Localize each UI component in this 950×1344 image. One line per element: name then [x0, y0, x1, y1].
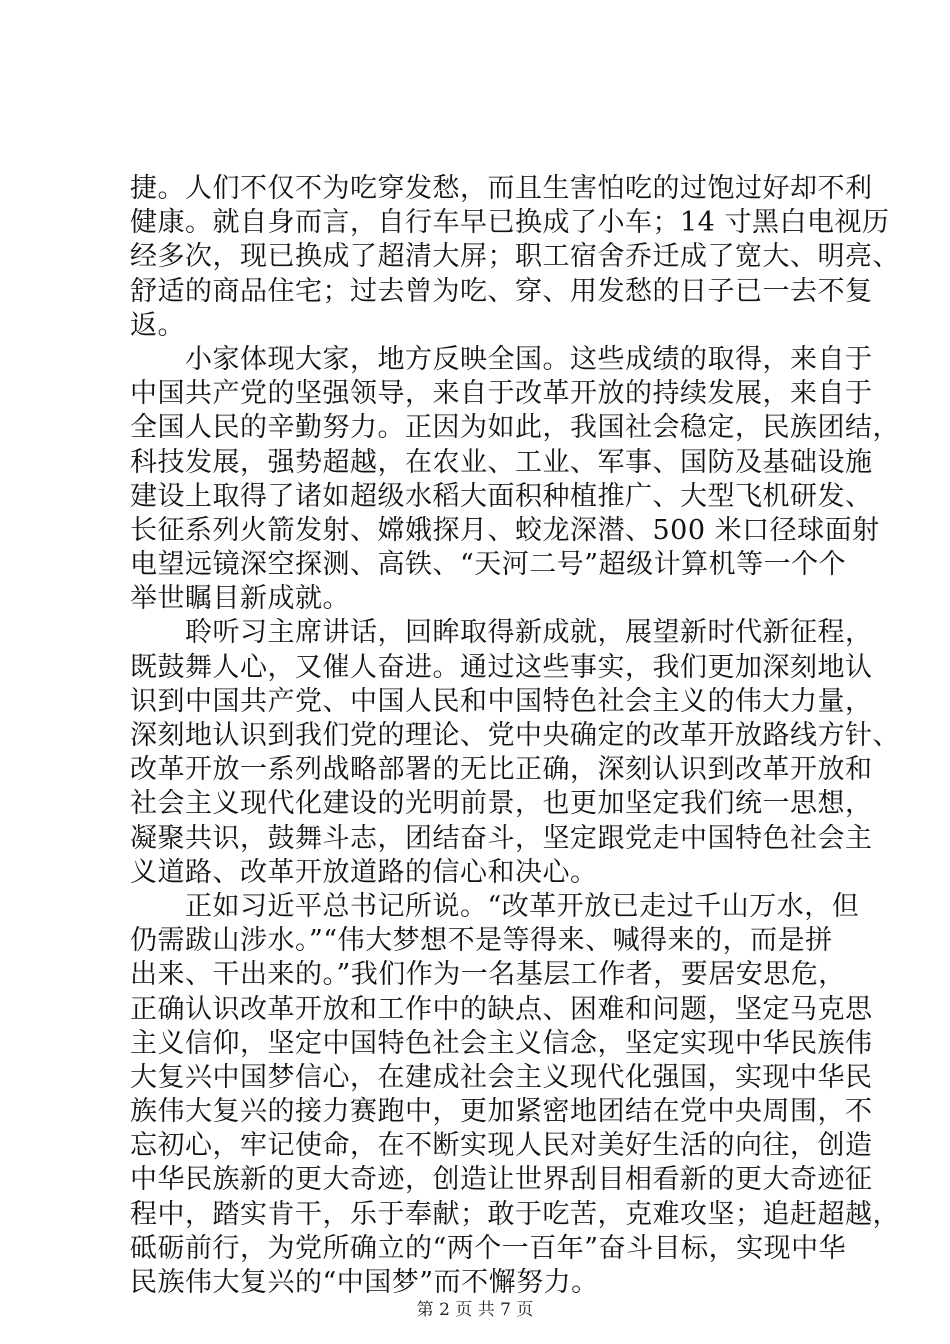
- text-line: 忘初心，牢记使命，在不断实现人民对美好生活的向往，创造: [130, 1130, 873, 1162]
- page-number: 第 2 页 共 7 页: [416, 1300, 534, 1320]
- text-line: 既鼓舞人心，又催人奋进。通过这些事实，我们更加深刻地认: [130, 651, 873, 683]
- text-line: 中华民族新的更大奇迹，创造让世界刮目相看新的更大奇迹征: [130, 1164, 873, 1196]
- text-line: 识到中国共产党、中国人民和中国特色社会主义的伟大力量，: [130, 685, 873, 717]
- text-line: 深刻地认识到我们党的理论、党中央确定的改革开放路线方针、: [130, 720, 900, 751]
- text-line: 建设上取得了诸如超级水稻大面积种植推广、大型飞机研发、: [130, 480, 873, 512]
- text-line: 全国人民的辛勤努力。正因为如此，我国社会稳定，民族团结，: [130, 412, 900, 444]
- text-line: 程中，踏实肯干，乐于奉献；敢于吃苦，克难攻坚；追赶超越，: [130, 1198, 900, 1230]
- text-line: 科技发展，强势超越，在农业、工业、军事、国防及基础设施: [130, 446, 873, 478]
- text-line: 凝聚共识，鼓舞斗志，团结奋斗，坚定跟党走中国特色社会主: [130, 822, 873, 854]
- text-line: 舒适的商品住宅；过去曾为吃、穿、用发愁的日子已一去不复: [130, 275, 873, 307]
- text-line: 举世瞩目新成就。: [130, 583, 350, 615]
- page-footer: [0, 1299, 950, 1321]
- text-line: 返。: [130, 309, 185, 341]
- text-line: 经多次，现已换成了超清大屏；职工宿舍乔迁成了宽大、明亮、: [130, 241, 900, 273]
- text-line: 义道路、改革开放道路的信心和决心。: [130, 856, 598, 888]
- text-line: 主义信仰，坚定中国特色社会主义信念，坚定实现中华民族伟: [130, 1027, 873, 1059]
- text-line: 正确认识改革开放和工作中的缺点、困难和问题，坚定马克思: [130, 993, 873, 1025]
- text-line: 正如习近平总书记所说。“改革开放已走过千山万水，但: [130, 890, 860, 922]
- text-line: 聆听习主席讲话，回眸取得新成就，展望新时代新征程，: [130, 617, 873, 649]
- text-line: 捷。人们不仅不为吃穿发愁，而且生害怕吃的过饱过好却不利: [130, 173, 873, 204]
- body-text: [130, 172, 900, 1300]
- text-line: 民族伟大复兴的“中国梦”而不懈努力。: [130, 1267, 599, 1298]
- text-line: 长征系列火箭发射、嫦娥探月、蛟龙深潜、500 米口径球面射: [130, 514, 880, 546]
- text-line: 中国共产党的坚强领导，来自于改革开放的持续发展，来自于: [130, 378, 873, 410]
- text-line: 小家体现大家，地方反映全国。这些成绩的取得，来自于: [130, 343, 873, 375]
- text-line: 出来、干出来的。”我们作为一名基层工作者，要居安思危，: [130, 959, 846, 991]
- text-line: 社会主义现代化建设的光明前景，也更加坚定我们统一思想，: [130, 788, 873, 820]
- text-line: 电望远镜深空探测、高铁、“天河二号”超级计算机等一个个: [130, 549, 847, 581]
- text-line: 健康。就自身而言，自行车早已换成了小车；14 寸黑白电视历: [130, 207, 890, 239]
- text-line: 大复兴中国梦信心，在建成社会主义现代化强国，实现中华民: [130, 1061, 873, 1093]
- text-line: 改革开放一系列战略部署的无比正确，深刻认识到改革开放和: [130, 754, 873, 786]
- text-line: 仍需跋山涉水。”“伟大梦想不是等得来、喊得来的，而是拼: [130, 925, 833, 957]
- text-line: 族伟大复兴的接力赛跑中，更加紧密地团结在党中央周围，不: [130, 1096, 873, 1128]
- text-line: 砥砺前行，为党所确立的“两个一百年”奋斗目标，实现中华: [130, 1232, 847, 1264]
